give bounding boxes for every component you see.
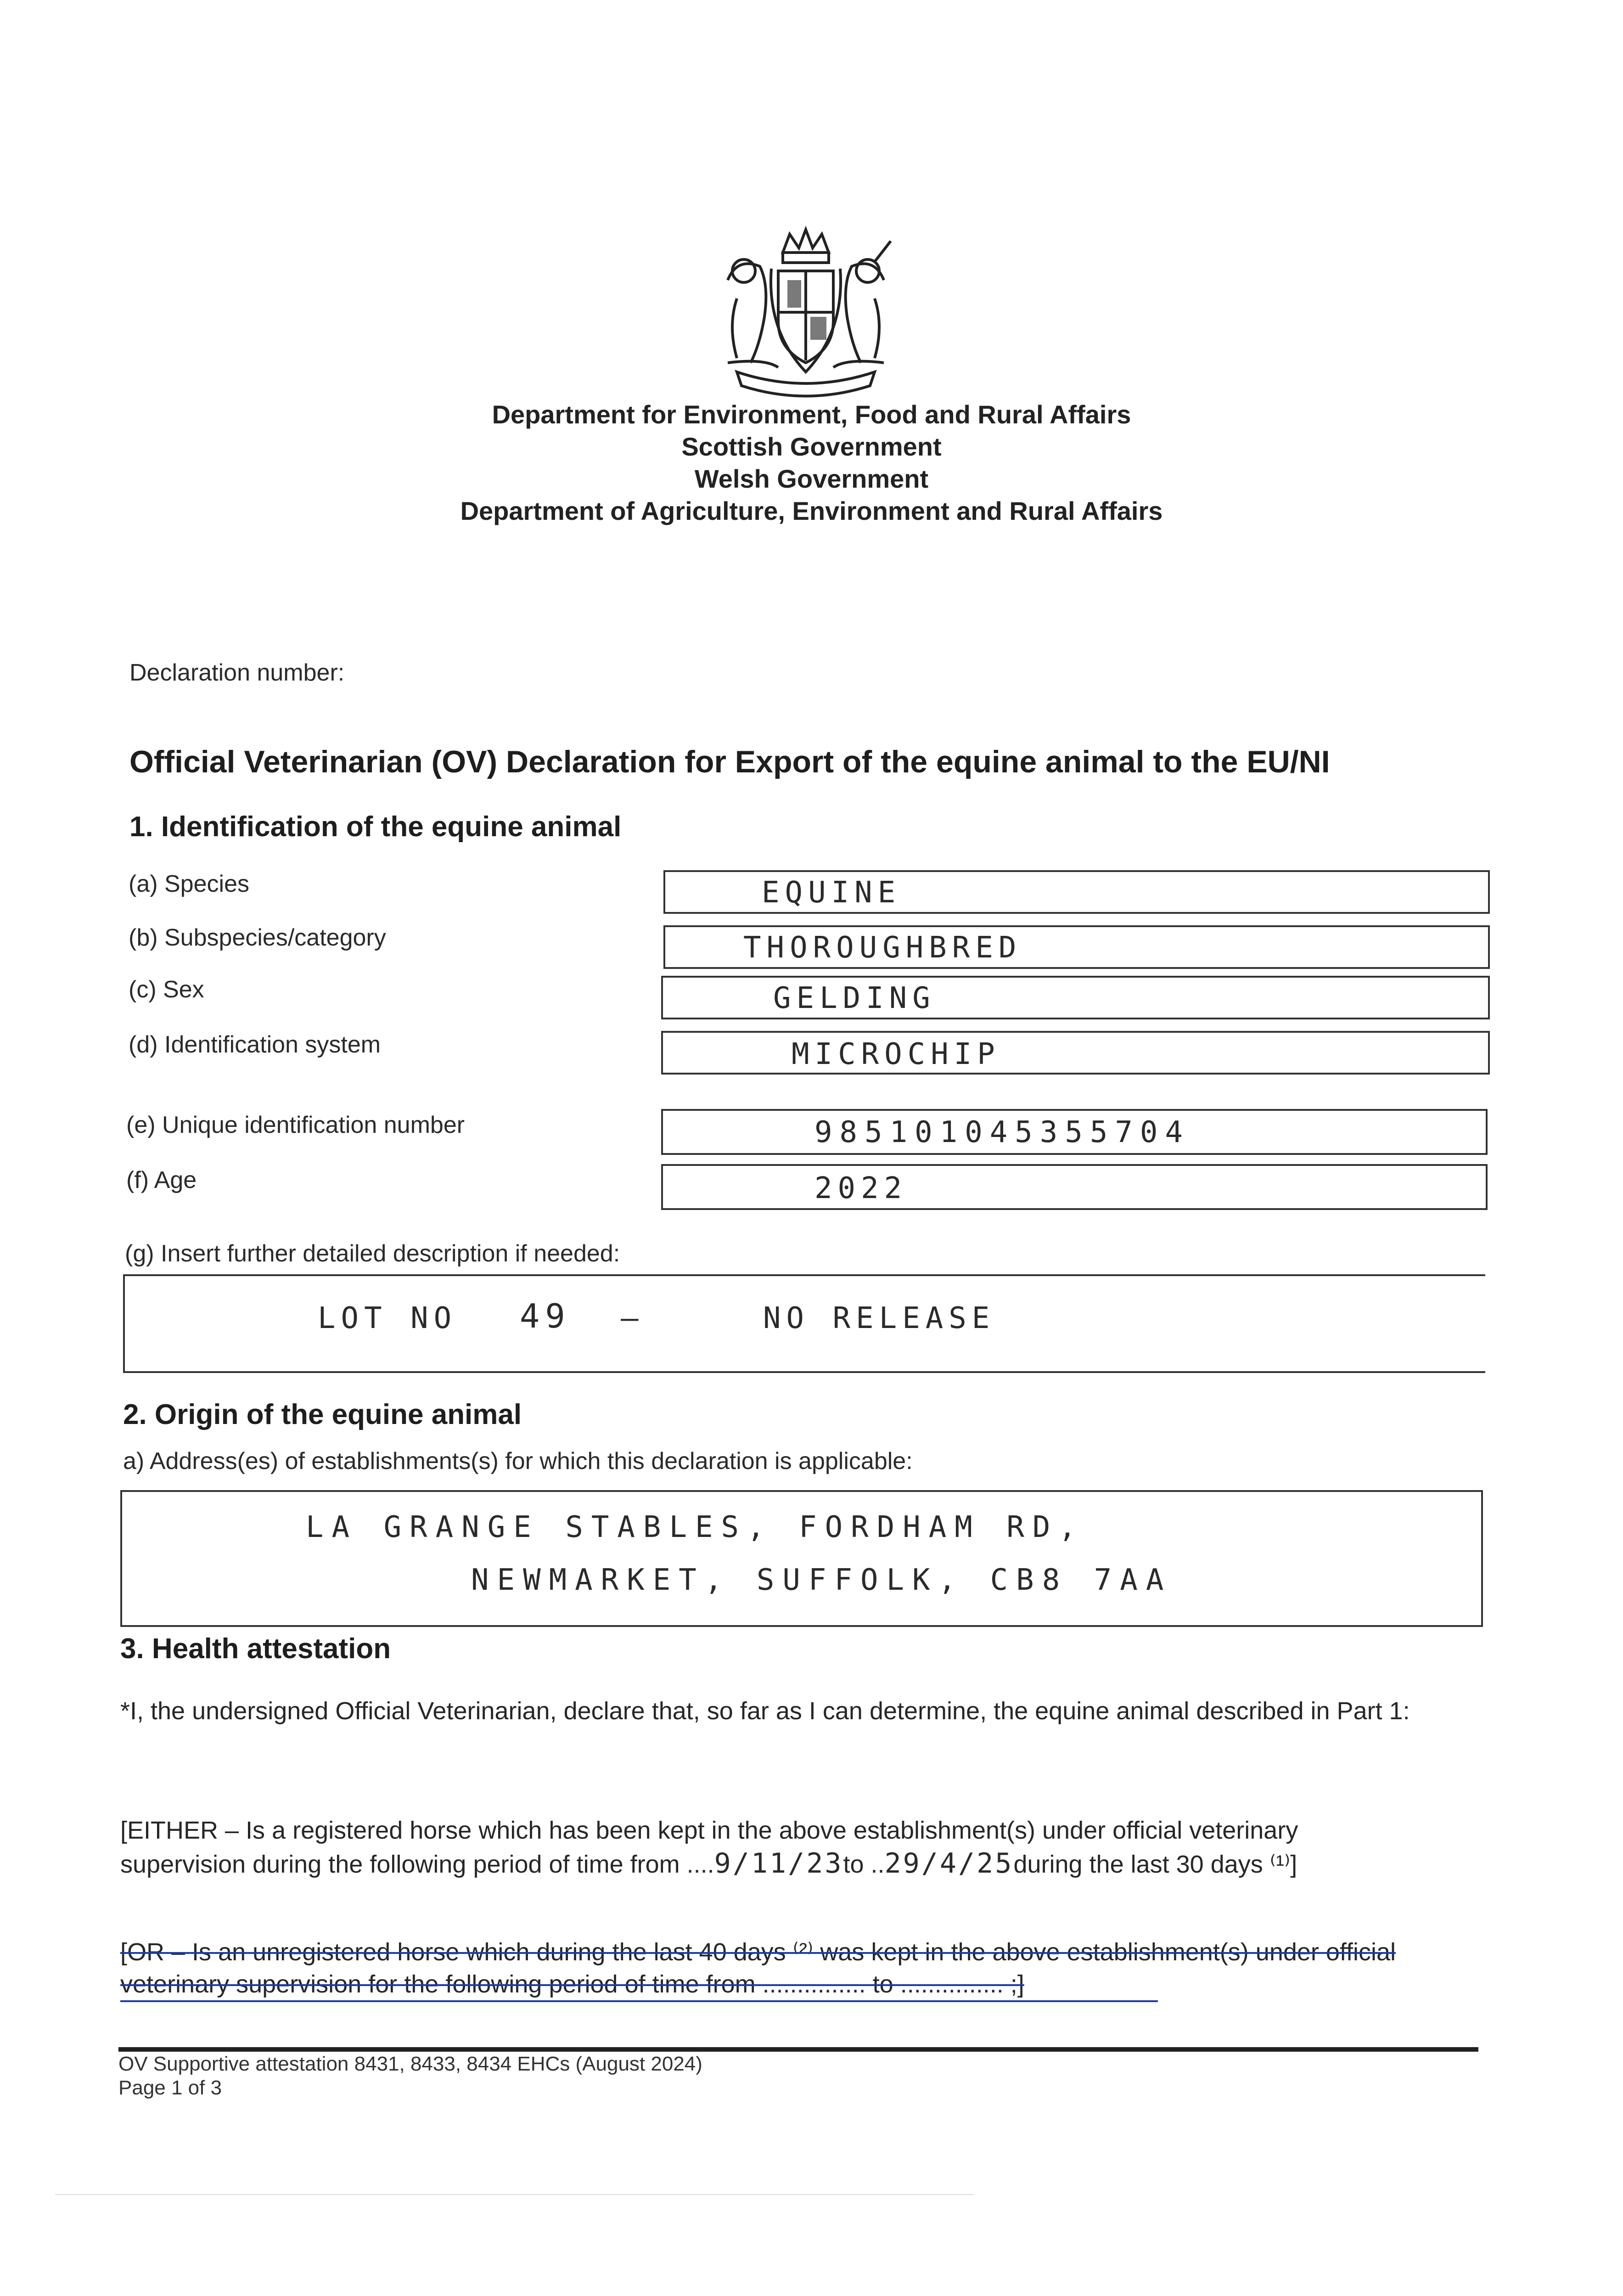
either-pre-text: supervision during the following period of time from ....	[120, 1851, 714, 1878]
further-lot-number: 49	[520, 1297, 571, 1335]
sex-label: (c) Sex	[129, 976, 204, 1003]
section2-heading: 2. Origin of the equine animal	[123, 1399, 522, 1430]
page-title: Official Veterinarian (OV) Declaration for Export of the equine animal to the EU/NI	[129, 744, 1330, 779]
either-to-date: 29/4/25	[884, 1847, 1014, 1880]
department-name-daera: Department of Agriculture, Environment and Rural Affairs	[460, 496, 1163, 525]
address-field[interactable]	[120, 1490, 1483, 1627]
species-label: (a) Species	[129, 871, 249, 897]
identification-system-field[interactable]	[661, 1031, 1490, 1075]
further-dash: –	[621, 1301, 644, 1335]
species-value: EQUINE	[762, 876, 901, 910]
address-line-2: NEWMARKET, SUFFOLK, CB8 7AA	[471, 1563, 1172, 1597]
or-clause-line-2: veterinary supervision for the following period of time from ............... to ............... ;]	[120, 1970, 1024, 1998]
either-to-word: to ..	[843, 1851, 885, 1878]
department-name-scottish: Scottish Government	[681, 432, 942, 461]
further-description-label: (g) Insert further detailed description if needed:	[125, 1240, 620, 1267]
subspecies-value: THOROUGHBRED	[743, 931, 1022, 965]
section3-heading: 3. Health attestation	[120, 1633, 391, 1665]
age-field[interactable]	[661, 1164, 1488, 1210]
further-note: NO RELEASE	[763, 1301, 995, 1335]
footer-page-number: Page 1 of 3	[118, 2077, 222, 2099]
further-lot-text: LOT NO	[318, 1301, 457, 1335]
unique-id-label: (e) Unique identification number	[126, 1112, 465, 1138]
either-from-date: 9/11/23	[714, 1847, 843, 1880]
age-value: 2022	[814, 1171, 908, 1205]
either-post-text: during the last 30 days ⁽¹⁾]	[1013, 1851, 1297, 1878]
section1-heading: 1. Identification of the equine animal	[129, 811, 622, 843]
either-clause-line-1: [EITHER – Is a registered horse which has been kept in the above establishment(s) under official veterinary	[120, 1817, 1298, 1844]
address-line-1: LA GRANGE STABLES, FORDHAM RD,	[306, 1510, 1084, 1544]
sex-field[interactable]	[661, 976, 1490, 1019]
footer-rule	[118, 2047, 1478, 2052]
age-label: (f) Age	[126, 1167, 197, 1193]
unique-id-field[interactable]	[661, 1109, 1488, 1155]
footer-form-reference: OV Supportive attestation 8431, 8433, 8434 EHCs (August 2024)	[118, 2053, 702, 2075]
sex-value: GELDING	[773, 981, 936, 1015]
species-field[interactable]	[663, 870, 1490, 914]
or-clause-underline	[120, 2000, 1158, 2002]
health-attestation-intro: *I, the undersigned Official Veterinarian, declare that, so far as I can determine, the equine animal described in Part 1:	[120, 1697, 1410, 1725]
further-description-field[interactable]	[123, 1274, 1485, 1373]
identification-system-value: MICROCHIP	[792, 1037, 1000, 1071]
either-clause-line-2	[120, 1847, 1297, 1881]
or-clause-line-1: [OR – Is an unregistered horse which during the last 40 days ⁽²⁾ was kept in the above establishment(s) under official	[120, 1938, 1396, 1966]
department-name-welsh: Welsh Government	[694, 464, 929, 493]
subspecies-label: (b) Subspecies/category	[129, 924, 386, 951]
unique-id-value: 985101045355704	[814, 1115, 1190, 1149]
identification-system-label: (d) Identification system	[129, 1031, 381, 1058]
address-label: a) Address(es) of establishments(s) for which this declaration is applicable:	[123, 1448, 913, 1474]
subspecies-field[interactable]	[663, 925, 1490, 969]
scan-artifact-line	[55, 2194, 973, 2195]
royal-coat-of-arms-icon	[709, 225, 902, 400]
declaration-number-label: Declaration number:	[129, 659, 345, 686]
department-name-defra: Department for Environment, Food and Rural Affairs	[492, 400, 1131, 429]
